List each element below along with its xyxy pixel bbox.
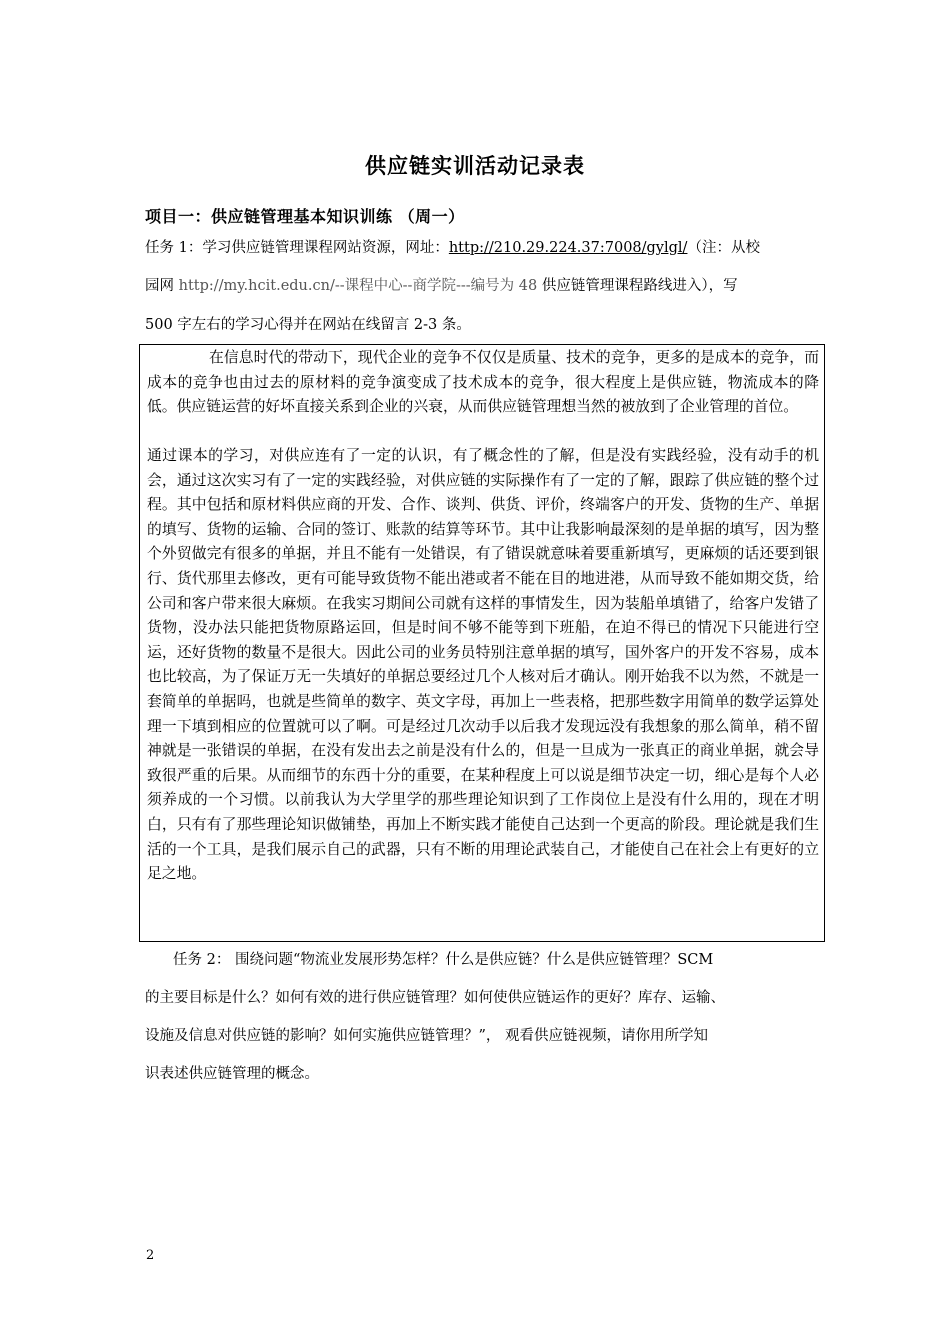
campus-path-text: http://my.hcit.edu.cn/--课程中心--商学院---编号为 48 [178, 278, 538, 294]
page-number: 2 [146, 1248, 155, 1263]
task1-line2-end: 供应链管理课程路线进入），写 [537, 278, 738, 294]
task2-line-1: 任务 2： 围绕问题“物流业发展形势怎样？什么是供应链？什么是供应链管理？SCM [173, 952, 714, 968]
task1-prefix: 任务 1：学习供应链管理课程网站资源，网址： [145, 240, 449, 256]
task1-line-1 [145, 238, 815, 258]
task2-line-4: 识表述供应链管理的概念。 [145, 1066, 319, 1082]
answer-paragraph-1: 在信息时代的带动下，现代企业的竞争不仅仅是质量、技术的竞争，更多的是成本的竞争，而成本的竞争也由过去的原材料的竞争演变成了技术成本的竞争，很大程度上是供应链，物流成本的降低。供应链运营的好坏直接关系到企业的兴衰，从而供应链管理想当然的被放到了企业管理的首位。 [147, 349, 819, 416]
task1-line2-start: 园网 [145, 278, 179, 294]
course-website-link[interactable]: http://210.29.224.37:7008/gylgl/ [448, 240, 688, 256]
task1-note-open: （注：从校 [687, 240, 760, 256]
task1-line-2 [145, 276, 815, 296]
task1-line-3: 500 字左右的学习心得并在网站在线留言 2-3 条。 [145, 317, 471, 333]
project-heading: 项目一：供应链管理基本知识训练 （周一） [145, 207, 465, 226]
task2-line-2: 的主要目标是什么？如何有效的进行供应链管理？如何使供应链运作的更好？库存、运输、 [145, 990, 725, 1006]
document-title: 供应链实训活动记录表 [365, 154, 585, 178]
answer-paragraph-2: 通过课本的学习，对供应连有了一定的认识，有了概念性的了解，但是没有实践经验，没有动手的机会，通过这次实习有了一定的实践经验，对供应链的实际操作有了一定的了解，跟踪了供应链的整个过程。其中包括和原材料供应商的开发、合作、谈判、供货、评价，终端客户的开发、货物的生产、单据的填写、货物的运输、合同的签订、账款的结算等环节。其中让我影响最深刻的是单据的填写，因为整个外贸做完有很多的单据，并且不能有一处错误，有了错误就意味着要重新填写，更麻烦的话还要到银行、货代那里去修改，更有可能导致货物不能出港或者不能在目的地进港，从而导致不能如期交货，给公司和客户带来很大麻烦。在我实习期间公司就有这样的事情发生，因为装船单填错了，给客户发错了货物，没办法只能把货物原路运回，但是时间不够不能等到下班船，在迫不得已的情况下只能进行空运，还好货物的数量不是很大。因此公司的业务员特别注意单据的填写，国外客户的开发不容易，成本也比较高，为了保证万无一失填好的单据总要经过几个人核对后才确认。刚开始我不以为然，不就是一套简单的单据吗，也就是些简单的数字、英文字母，再加上一些表格，把那些数字用简单的数学运算处理一下填到相应的位置就可以了啊。可是经过几次动手以后我才发现远没有我想象的那么简单，稍不留神就是一张错误的单据，在没有发出去之前是没有什么的，但是一旦成为一张真正的商业单据，就会导致很严重的后果。从而细节的东西十分的重要，在某种程度上可以说是细节决定一切，细心是每个人必须养成的一个习惯。以前我认为大学里学的那些理论知识到了工作岗位上是没有什么用的，现在才明白，只有有了那些理论知识做铺垫，再加上不断实践才能使自己达到一个更高的阶段。理论就是我们生活的一个工具，是我们展示自己的武器，只有不断的用理论武装自己，才能使自己在社会上有更好的立足之地。 [147, 447, 819, 883]
task2-line-3: 设施及信息对供应链的影响？如何实施供应链管理？”， 观看供应链视频，请你用所学知 [145, 1028, 709, 1044]
